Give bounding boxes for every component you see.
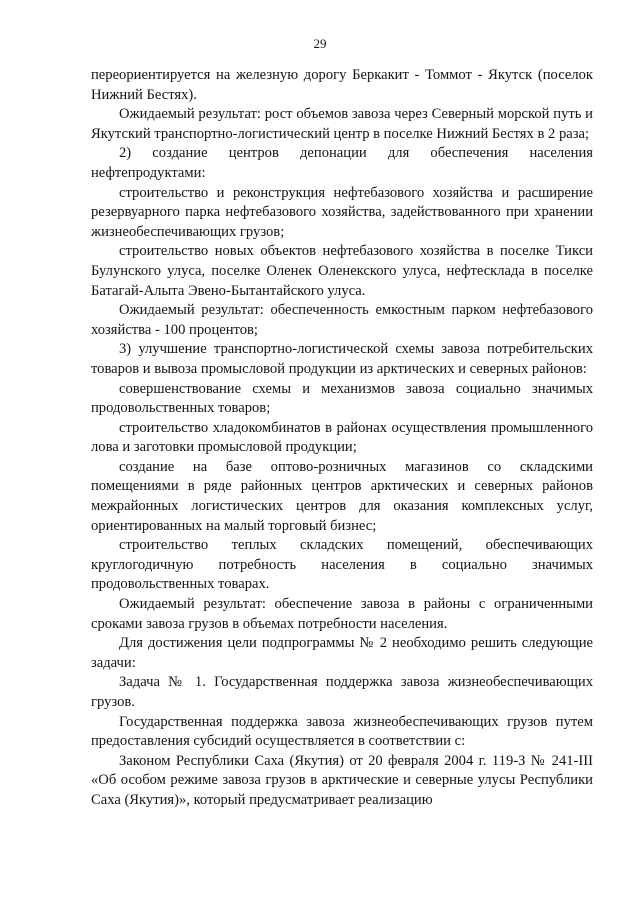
- paragraph-warm-warehouses: строительство теплых складских помещений, обеспечивающих круглогодичную потребность населения в социально значимых продовольственных товарах.: [91, 537, 593, 593]
- paragraph-item-3: 3) улучшение транспортно-логистической схемы завоза потребительских товаров и вывоза промысловой продукции из арктических и северных районов:: [91, 341, 593, 377]
- paragraph-expected-result-1: Ожидаемый результат: рост объемов завоза через Северный морской путь и Якутский транспортно-логистический центр в поселке Нижний Бестях в 2 раза;: [91, 106, 593, 142]
- paragraph-item-2: 2) создание центров депонации для обеспечения населения нефтепродуктами:: [91, 145, 593, 181]
- paragraph-cold-storage: строительство хладокомбинатов в районах осуществления промышленного лова и заготовки промысловой продукции;: [91, 419, 593, 456]
- paragraph-oil-depot-reconstruction: строительство и реконструкция нефтебазового хозяйства и расширение резервуарного парка нефтебазового хозяйства, задействованного при хранении жизнеобеспечивающих грузов;: [91, 184, 593, 240]
- paragraph-task-1: Задача № 1. Государственная поддержка завоза жизнеобеспечивающих грузов.: [91, 674, 593, 710]
- paragraph-new-oil-facilities: строительство новых объектов нефтебазового хозяйства в поселке Тикси Булунского улуса, поселке Оленек Оленекского улуса, нефтесклада в поселке Батагай-Алыта Эвено-Бытантайского улуса.: [91, 243, 593, 299]
- paragraph-expected-result-3: Ожидаемый результат: обеспечение завоза в районы с ограниченными сроками завоза грузов в объемах потребности населения.: [91, 596, 593, 632]
- paragraph-continuation: переориентируется на железную дорогу Беркакит - Томмот - Якутск (поселок Нижний Бестях).: [91, 67, 593, 103]
- paragraph-law-reference: Законом Республики Саха (Якутия) от 20 февраля 2004 г. 119-З № 241-III «Об особом режиме завоза грузов в арктические и северные улусы Республики Саха (Якутия)», который предусматривает реализацию: [91, 752, 593, 808]
- paragraph-expected-result-2: Ожидаемый результат: обеспеченность емкостным парком нефтебазового хозяйства - 100 процентов;: [91, 302, 593, 338]
- paragraph-tasks-intro: Для достижения цели подпрограммы № 2 необходимо решить следующие задачи:: [91, 635, 593, 671]
- paragraph-logistics-centers: создание на базе оптово-розничных магазинов со складскими помещениями в ряде районных центров арктических и северных районов межрайонных логистических центров для оказания комплексных услуг, ориентированных на малый торговый бизнес;: [91, 458, 593, 534]
- paragraph-state-support: Государственная поддержка завоза жизнеобеспечивающих грузов путем предоставления субсидий осуществляется в соответствии с:: [91, 713, 593, 750]
- paragraph-supply-scheme: совершенствование схемы и механизмов завоза социально значимых продовольственных товаров;: [91, 380, 593, 417]
- document-body: [91, 66, 593, 811]
- page-number: 29: [313, 36, 327, 51]
